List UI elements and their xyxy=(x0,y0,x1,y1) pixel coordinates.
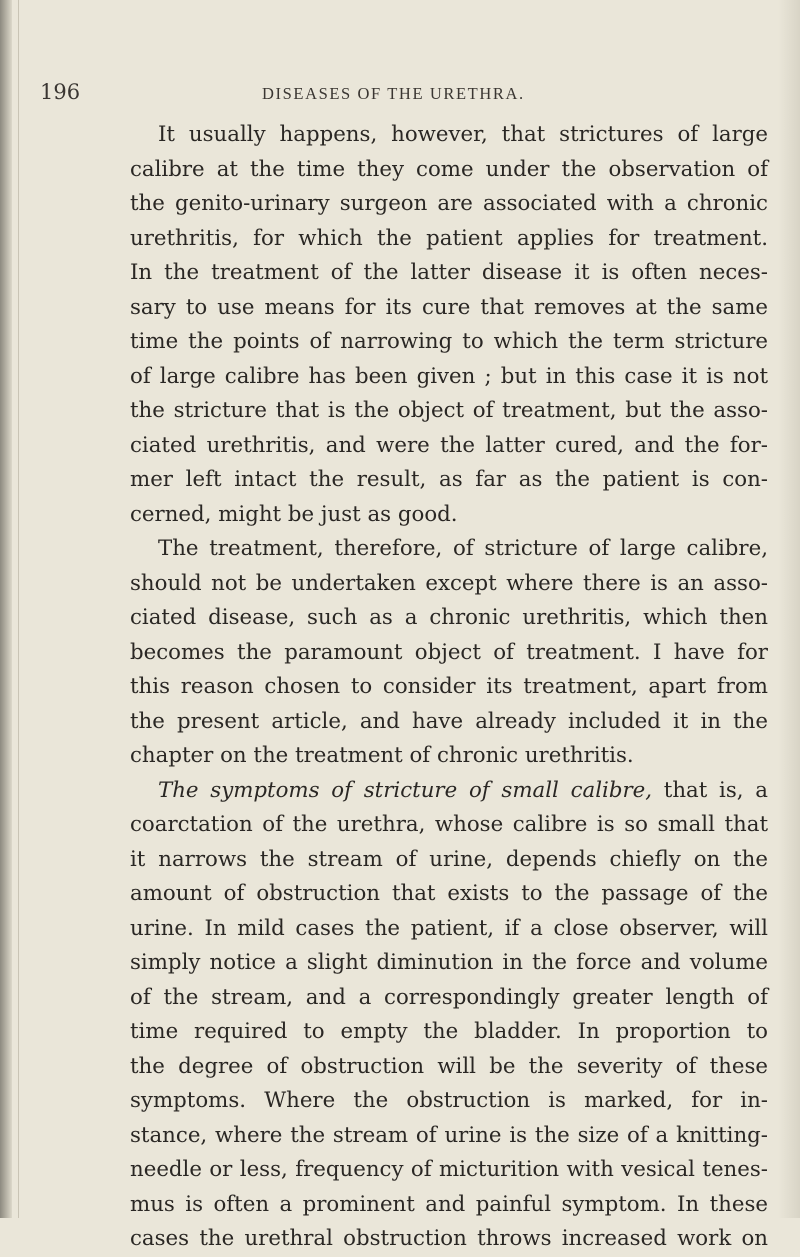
text-line: ciated disease, such as a chronic urethritis, which then xyxy=(130,605,768,630)
text-line: the genito-urinary surgeon are associated with a chronic xyxy=(130,191,768,216)
text-line: urine. In mild cases the patient, if a close observer, will xyxy=(130,915,768,941)
text-line: mer left intact the result, as far as the patient is con- xyxy=(130,467,768,492)
text-line: stance, where the stream of urine is the size of a knitting- xyxy=(130,1122,768,1148)
binding-shadow-line xyxy=(18,0,19,1218)
text-line: chapter on the treatment of chronic urethritis. xyxy=(130,743,634,768)
text-line: sary to use means for its cure that removes at the same xyxy=(130,294,768,320)
text-line: ciated urethritis, and were the latter cured, and the for- xyxy=(130,432,768,458)
text-line: should not be undertaken except where there is an asso- xyxy=(130,570,768,596)
text-line: cerned, might be just as good. xyxy=(130,501,458,527)
text-line: amount of obstruction that exists to the passage of the xyxy=(130,881,768,906)
text-line: It usually happens, however, that strictures of large xyxy=(158,122,768,147)
text-line: time required to empty the bladder. In proportion to xyxy=(130,1019,768,1044)
text-line: time the points of narrowing to which the term stricture xyxy=(130,329,768,354)
text-line: of large calibre has been given ; but in this case it is not xyxy=(130,363,768,389)
text-line-italic-lead xyxy=(130,774,768,809)
italic-heading: The symptoms of stricture of small calibre, xyxy=(158,777,653,803)
text-line: the degree of obstruction will be the severity of these xyxy=(130,1053,768,1079)
binding-edge xyxy=(0,0,12,1218)
text-line: mus is often a prominent and painful symptom. In these xyxy=(130,1191,768,1217)
text-line: In the treatment of the latter disease it is often neces- xyxy=(130,260,768,285)
page-body xyxy=(130,118,768,1257)
page-number: 196 xyxy=(40,80,81,104)
text-line: the present article, and have already included it in the xyxy=(130,708,768,734)
text-line: needle or less, frequency of micturition with vesical tenes- xyxy=(130,1157,768,1182)
running-head: DISEASES OF THE URETHRA. xyxy=(262,84,525,103)
text-line: symptoms. Where the obstruction is marked, for in- xyxy=(130,1088,768,1113)
text-line: cases the urethral obstruction throws increased work on xyxy=(130,1226,768,1251)
text-run: that is, a xyxy=(663,777,769,803)
text-line: The treatment, therefore, of stricture of large calibre, xyxy=(158,536,768,561)
text-line: simply notice a slight diminution in the force and volume xyxy=(130,950,768,975)
text-line: the stricture that is the object of treatment, but the asso- xyxy=(130,398,768,423)
text-line: of the stream, and a correspondingly greater length of xyxy=(130,984,768,1010)
text-line: this reason chosen to consider its treatment, apart from xyxy=(130,674,768,699)
page-edge-shadow xyxy=(778,0,800,1218)
text-line: it narrows the stream of urine, depends chiefly on the xyxy=(130,846,768,872)
text-line: urethritis, for which the patient applies for treatment. xyxy=(130,225,768,251)
page-header xyxy=(0,80,800,114)
text-line: calibre at the time they come under the observation of xyxy=(130,156,768,182)
text-line: becomes the paramount object of treatment. I have for xyxy=(130,639,768,665)
text-line: coarctation of the urethra, whose calibre is so small that xyxy=(130,812,768,837)
